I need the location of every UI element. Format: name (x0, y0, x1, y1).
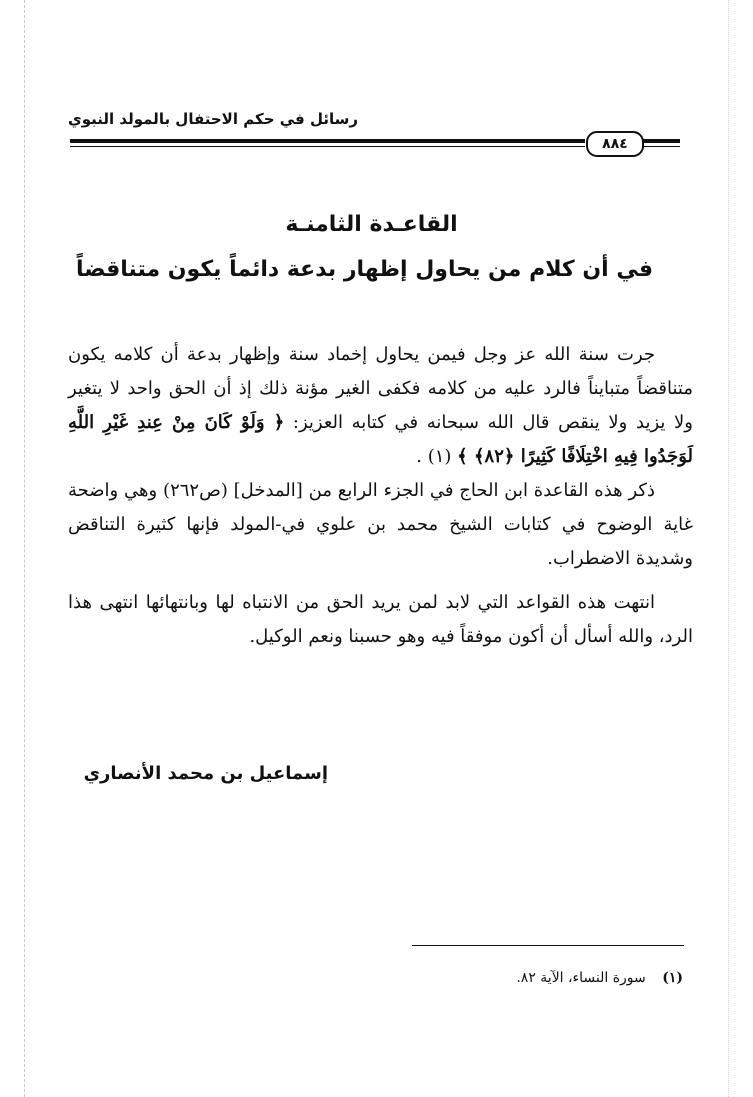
footnote-rule (412, 945, 684, 946)
header-rule-right-thick (643, 139, 680, 143)
footnote (516, 970, 683, 986)
footnote-reference: (١) . (416, 446, 452, 467)
paragraph-1 (68, 338, 693, 474)
footnote-number: (١) (662, 970, 683, 986)
footnote-text: سورة النساء، الآية ٨٢. (516, 970, 646, 986)
section-subtitle: في أن كلام من يحاول إظهار بدعة دائماً يكون متناقضاً (75, 257, 653, 282)
scan-edge-left (24, 0, 25, 1097)
quran-verse: ﴿ وَلَوْ كَانَ مِنْ عِندِ غَيْرِ اللَّهِ لَوَجَدُوا فِيهِ اخْتِلَافًا كَثِيرًا ﴿٨٢﴾ ﴾ (68, 412, 693, 467)
header-rule-thick (70, 139, 585, 143)
page-number: ٨٨٤ (586, 131, 644, 157)
body-text (68, 338, 693, 654)
header-rule-right-thin (643, 146, 680, 147)
author-signature: إسماعيل بن محمد الأنصاري (83, 763, 328, 784)
paragraph-2: ذكر هذه القاعدة ابن الحاج في الجزء الرابع من [المدخل] (ص٢٦٢) وهي واضحة غاية الوضوح في كتابات الشيخ محمد بن علوي في-المولد فإنها كثيرة التناقض وشديدة الاضطراب. (68, 480, 693, 569)
running-head-title: رسائل في حكم الاحتفال بالمولد النبوي (68, 110, 358, 128)
header-rule-thin (70, 146, 585, 147)
scan-edge-right (728, 0, 729, 1097)
paragraph-1-text: جرت سنة الله عز وجل فيمن يحاول إخماد سنة وإظهار بدعة أن كلامه يكون متناقضاً متبايناً فالرد عليه من كلامه فكفى الغير مؤنة ذلك إذ أن الحق واحد لا يتغير ولا يزيد ولا ينقص قال الله سبحانه في كتابه العزيز: (68, 344, 693, 433)
section-title: القاعـدة الثامنـة (285, 212, 458, 237)
paragraph-3: انتهت هذه القواعد التي لابد لمن يريد الحق من الانتباه لها وبانتهائها انتهى هذا الرد، والله أسأل أن أكون موفقاً فيه وهو حسبنا ونعم الوكيل. (68, 592, 693, 647)
